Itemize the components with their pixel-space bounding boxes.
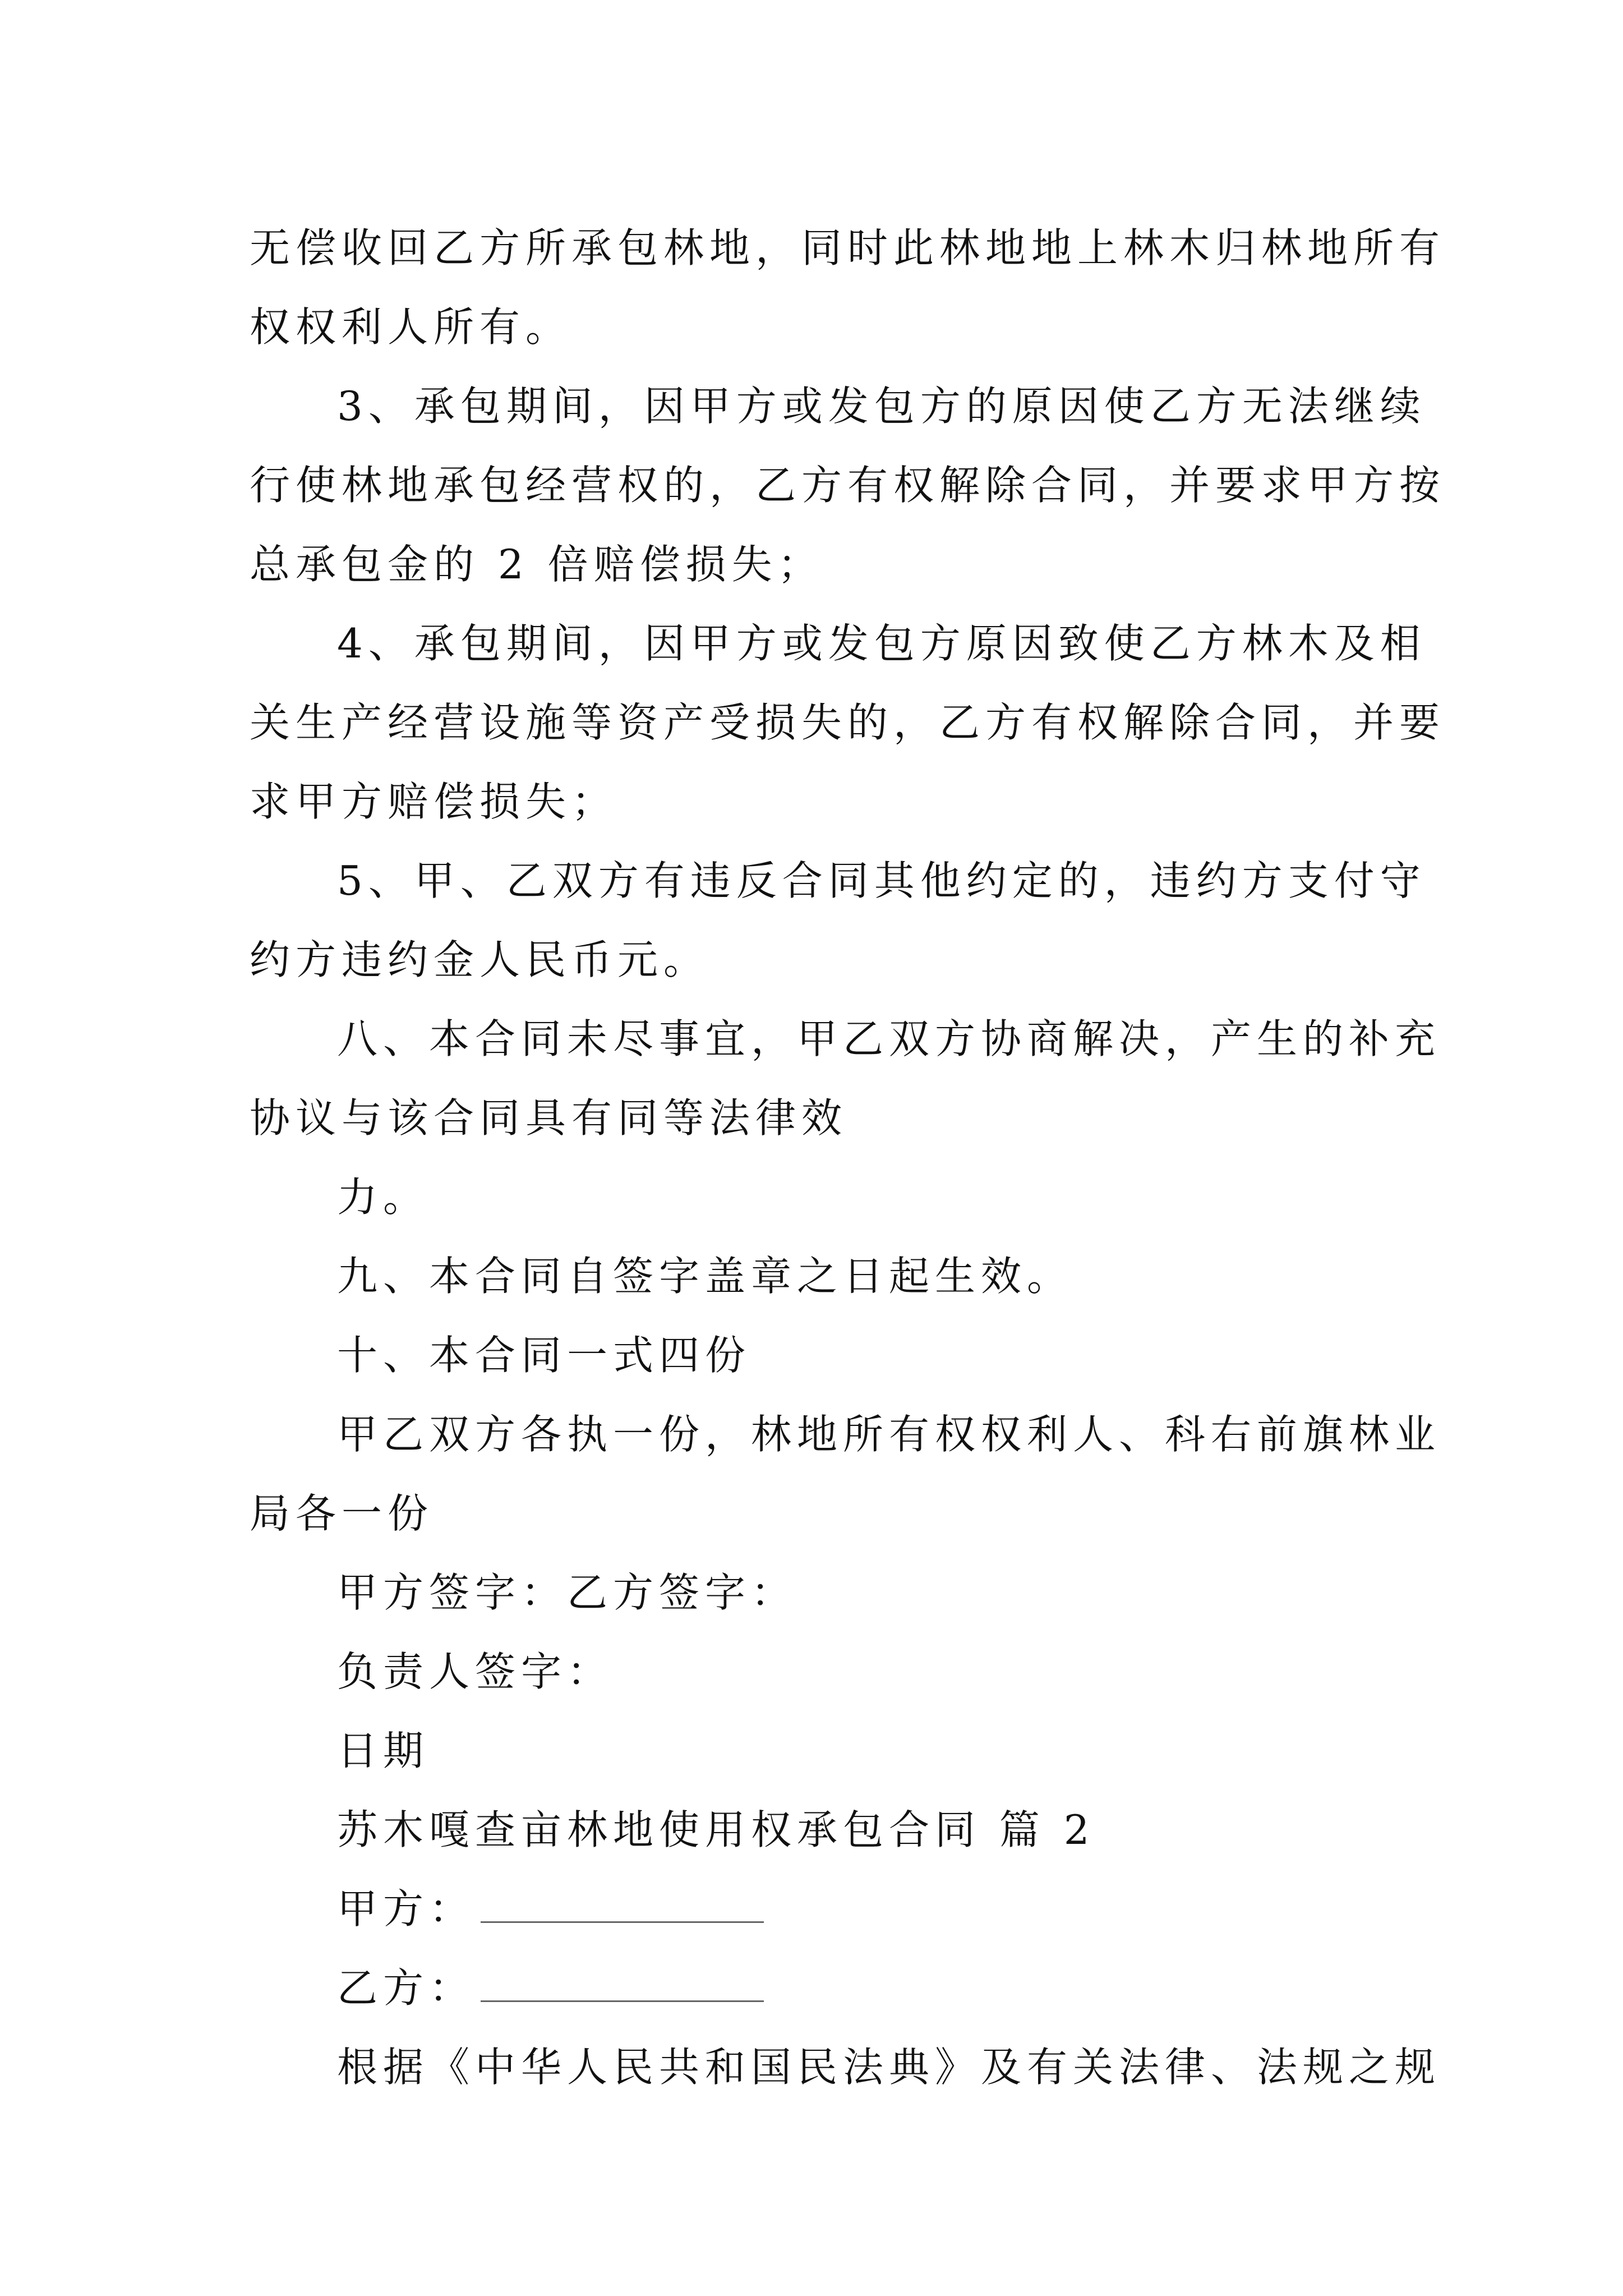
clause-3-line: 3、承包期间，因甲方或发包方的原因使乙方无法继续 [337, 383, 1426, 430]
clause-5-line: 5、甲、乙双方有违反合同其他约定的，违约方支付守 [337, 857, 1426, 904]
text-line: 权权利人所有。 [250, 303, 572, 351]
party-b-line [250, 1949, 1388, 2028]
text-line: 甲乙双方各执一份，林地所有权权利人、科右前旗林业 [337, 1411, 1441, 1458]
date-line: 日期 [337, 1727, 430, 1774]
party-b-blank [481, 1961, 764, 2002]
section-10-line: 十、本合同一式四份 [337, 1332, 751, 1379]
text-line: 求甲方赔偿损失； [250, 778, 618, 825]
section-9-line: 九、本合同自签字盖章之日起生效。 [337, 1253, 1073, 1300]
text-line: 约方违约金人民币元。 [250, 936, 710, 983]
text-line: 总承包金的 2 倍赔偿损失； [250, 541, 824, 588]
contract-2-heading: 苏木嘎查亩林地使用权承包合同 篇 2 [337, 1806, 1095, 1853]
section-8-line: 八、本合同未尽事宜，甲乙双方协商解决，产生的补充 [337, 1015, 1441, 1062]
party-a-blank [481, 1882, 764, 1923]
document-body [250, 209, 1446, 2107]
responsible-signature-line: 负责人签字： [337, 1648, 614, 1695]
text-line: 协议与该合同具有同等法律效 [250, 1094, 848, 1142]
party-a-line [250, 1870, 1388, 1949]
text-line: 力。 [337, 1174, 430, 1221]
clause-4-line: 4、承包期间，因甲方或发包方原因致使乙方林木及相 [337, 620, 1426, 667]
text-line: 无偿收回乙方所承包林地，同时此林地地上林木归林地所有 [250, 224, 1446, 272]
text-line: 关生产经营设施等资产受损失的，乙方有权解除合同，并要 [250, 699, 1446, 746]
text-line: 局各一份 [250, 1490, 434, 1537]
text-line: 根据《中华人民共和国民法典》及有关法律、法规之规 [337, 2044, 1441, 2091]
party-a-label: 甲方： [337, 1885, 476, 1932]
party-b-label: 乙方： [337, 1964, 476, 2012]
text-line: 行使林地承包经营权的，乙方有权解除合同，并要求甲方按 [250, 462, 1446, 509]
signature-line: 甲方签字：乙方签字： [337, 1569, 797, 1616]
